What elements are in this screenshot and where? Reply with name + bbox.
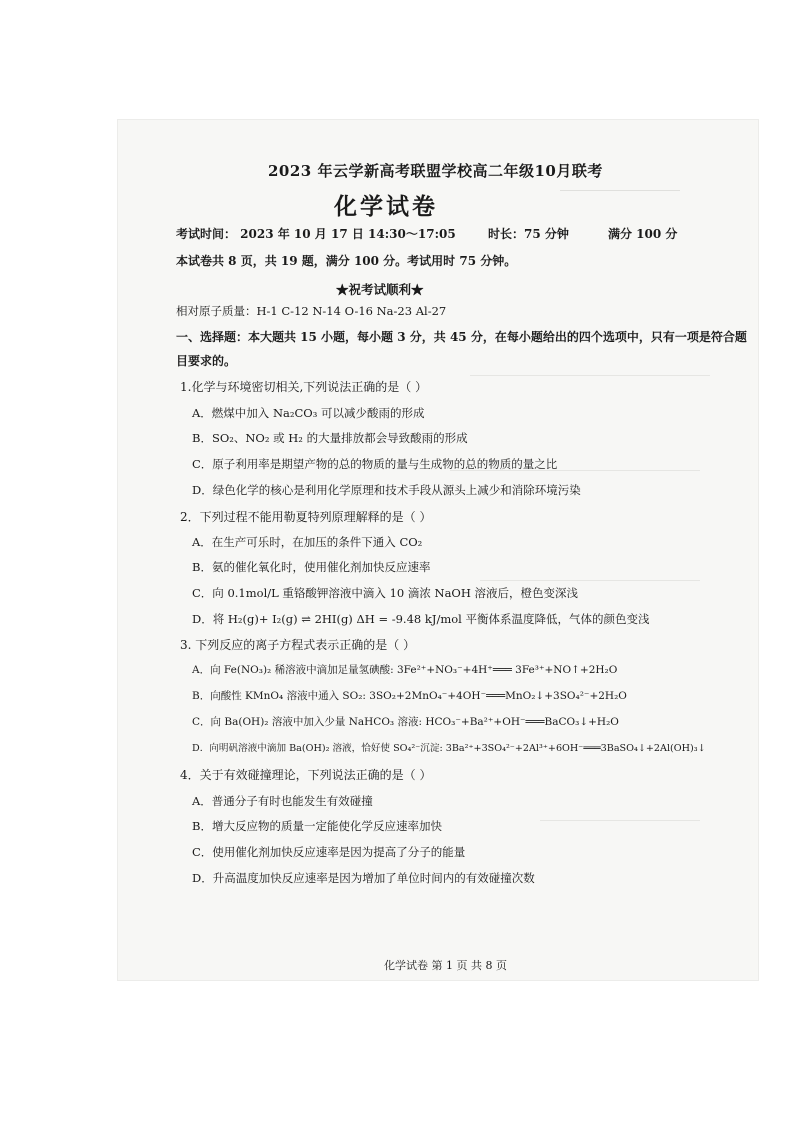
atomic-mass-list: 相对原子质量：H-1 C-12 N-14 O-16 Na-23 Al-27	[176, 304, 447, 318]
exam-title: 2023 年云学新高考联盟学校高二年级10月联考	[268, 162, 603, 180]
question-3-option-d: D．向明矾溶液中滴加 Ba(OH)₂ 溶液，恰好使 SO₄²⁻沉淀: 3Ba²⁺+3SO₄²⁻+2Al³⁺+6OH⁻═══3BaSO₄↓+2Al(OH)₃↓	[192, 743, 706, 754]
question-4-option-a: A．普通分子有时也能发生有效碰撞	[192, 794, 373, 808]
exam-note: 本试卷共 8 页，共 19 题，满分 100 分。考试用时 75 分钟。	[176, 254, 517, 268]
question-4-option-c: C．使用催化剂加快反应速率是因为提高了分子的能量	[192, 845, 466, 859]
question-4-option-d: D．升高温度加快反应速率是因为增加了单位时间内的有效碰撞次数	[192, 871, 535, 885]
question-3-stem: 3. 下列反应的离子方程式表示正确的是（ ）	[180, 638, 416, 652]
question-1-option-b: B．SO₂、NO₂ 或 H₂ 的大量排放都会导致酸雨的形成	[192, 431, 468, 445]
question-3-option-a: A．向 Fe(NO₃)₂ 稀溶液中滴加足量氢碘酸: 3Fe²⁺+NO₃⁻+4H⁺═══ 3Fe³⁺+NO↑+2H₂O	[192, 664, 618, 676]
question-1-option-d: D．绿色化学的核心是利用化学原理和技术手段从源头上减少和消除环境污染	[192, 483, 581, 497]
bleed-through-mark	[540, 820, 700, 829]
question-2-option-c: C．向 0.1mol/L 重铬酸钾溶液中滴入 10 滴浓 NaOH 溶液后，橙色变深浅	[192, 586, 579, 600]
exam-time: 考试时间： 2023 年 10 月 17 日 14:30～17:05	[176, 227, 456, 241]
question-2-option-a: A．在生产可乐时，在加压的条件下通入 CO₂	[192, 535, 423, 549]
good-luck-banner: ★祝考试顺利★	[336, 282, 424, 297]
subject-title: 化学试卷	[334, 193, 438, 220]
question-3-option-c: C．向 Ba(OH)₂ 溶液中加入少量 NaHCO₃ 溶液: HCO₃⁻+Ba²⁺+OH⁻═══BaCO₃↓+H₂O	[192, 716, 619, 728]
question-1-option-c: C．原子利用率是期望产物的总的物质的量与生成物的总的物质的量之比	[192, 457, 558, 471]
exam-duration: 时长：75 分钟	[488, 227, 569, 241]
bleed-through-mark	[560, 190, 680, 199]
question-4-option-b: B．增大反应物的质量一定能使化学反应速率加快	[192, 819, 442, 833]
section-heading-cont: 目要求的。	[176, 354, 237, 368]
question-2-option-d: D．将 H₂(g)+ I₂(g) ⇌ 2HI(g) ΔH = -9.48 kJ/mol 平衡体系温度降低，气体的颜色变浅	[192, 612, 650, 626]
question-2-stem: 2．下列过程不能用勒夏特列原理解释的是（ ）	[180, 510, 432, 524]
page-footer: 化学试卷 第 1 页 共 8 页	[384, 959, 507, 972]
question-3-option-b: B．向酸性 KMnO₄ 溶液中通入 SO₂: 3SO₂+2MnO₄⁻+4OH⁻═══MnO₂↓+3SO₄²⁻+2H₂O	[192, 690, 627, 702]
question-2-option-b: B．氨的催化氧化时，使用催化剂加快反应速率	[192, 560, 431, 574]
bleed-through-mark	[470, 375, 710, 384]
question-1-stem: 1.化学与环境密切相关,下列说法正确的是（ ）	[180, 380, 428, 394]
question-4-stem: 4．关于有效碰撞理论，下列说法正确的是（ ）	[180, 768, 432, 782]
exam-full-score: 满分 100 分	[608, 227, 678, 241]
question-1-option-a: A．燃煤中加入 Na₂CO₃ 可以减少酸雨的形成	[192, 406, 425, 420]
section-heading: 一、选择题：本大题共 15 小题，每小题 3 分，共 45 分，在每小题给出的四个选项中，只有一项是符合题	[176, 330, 747, 344]
